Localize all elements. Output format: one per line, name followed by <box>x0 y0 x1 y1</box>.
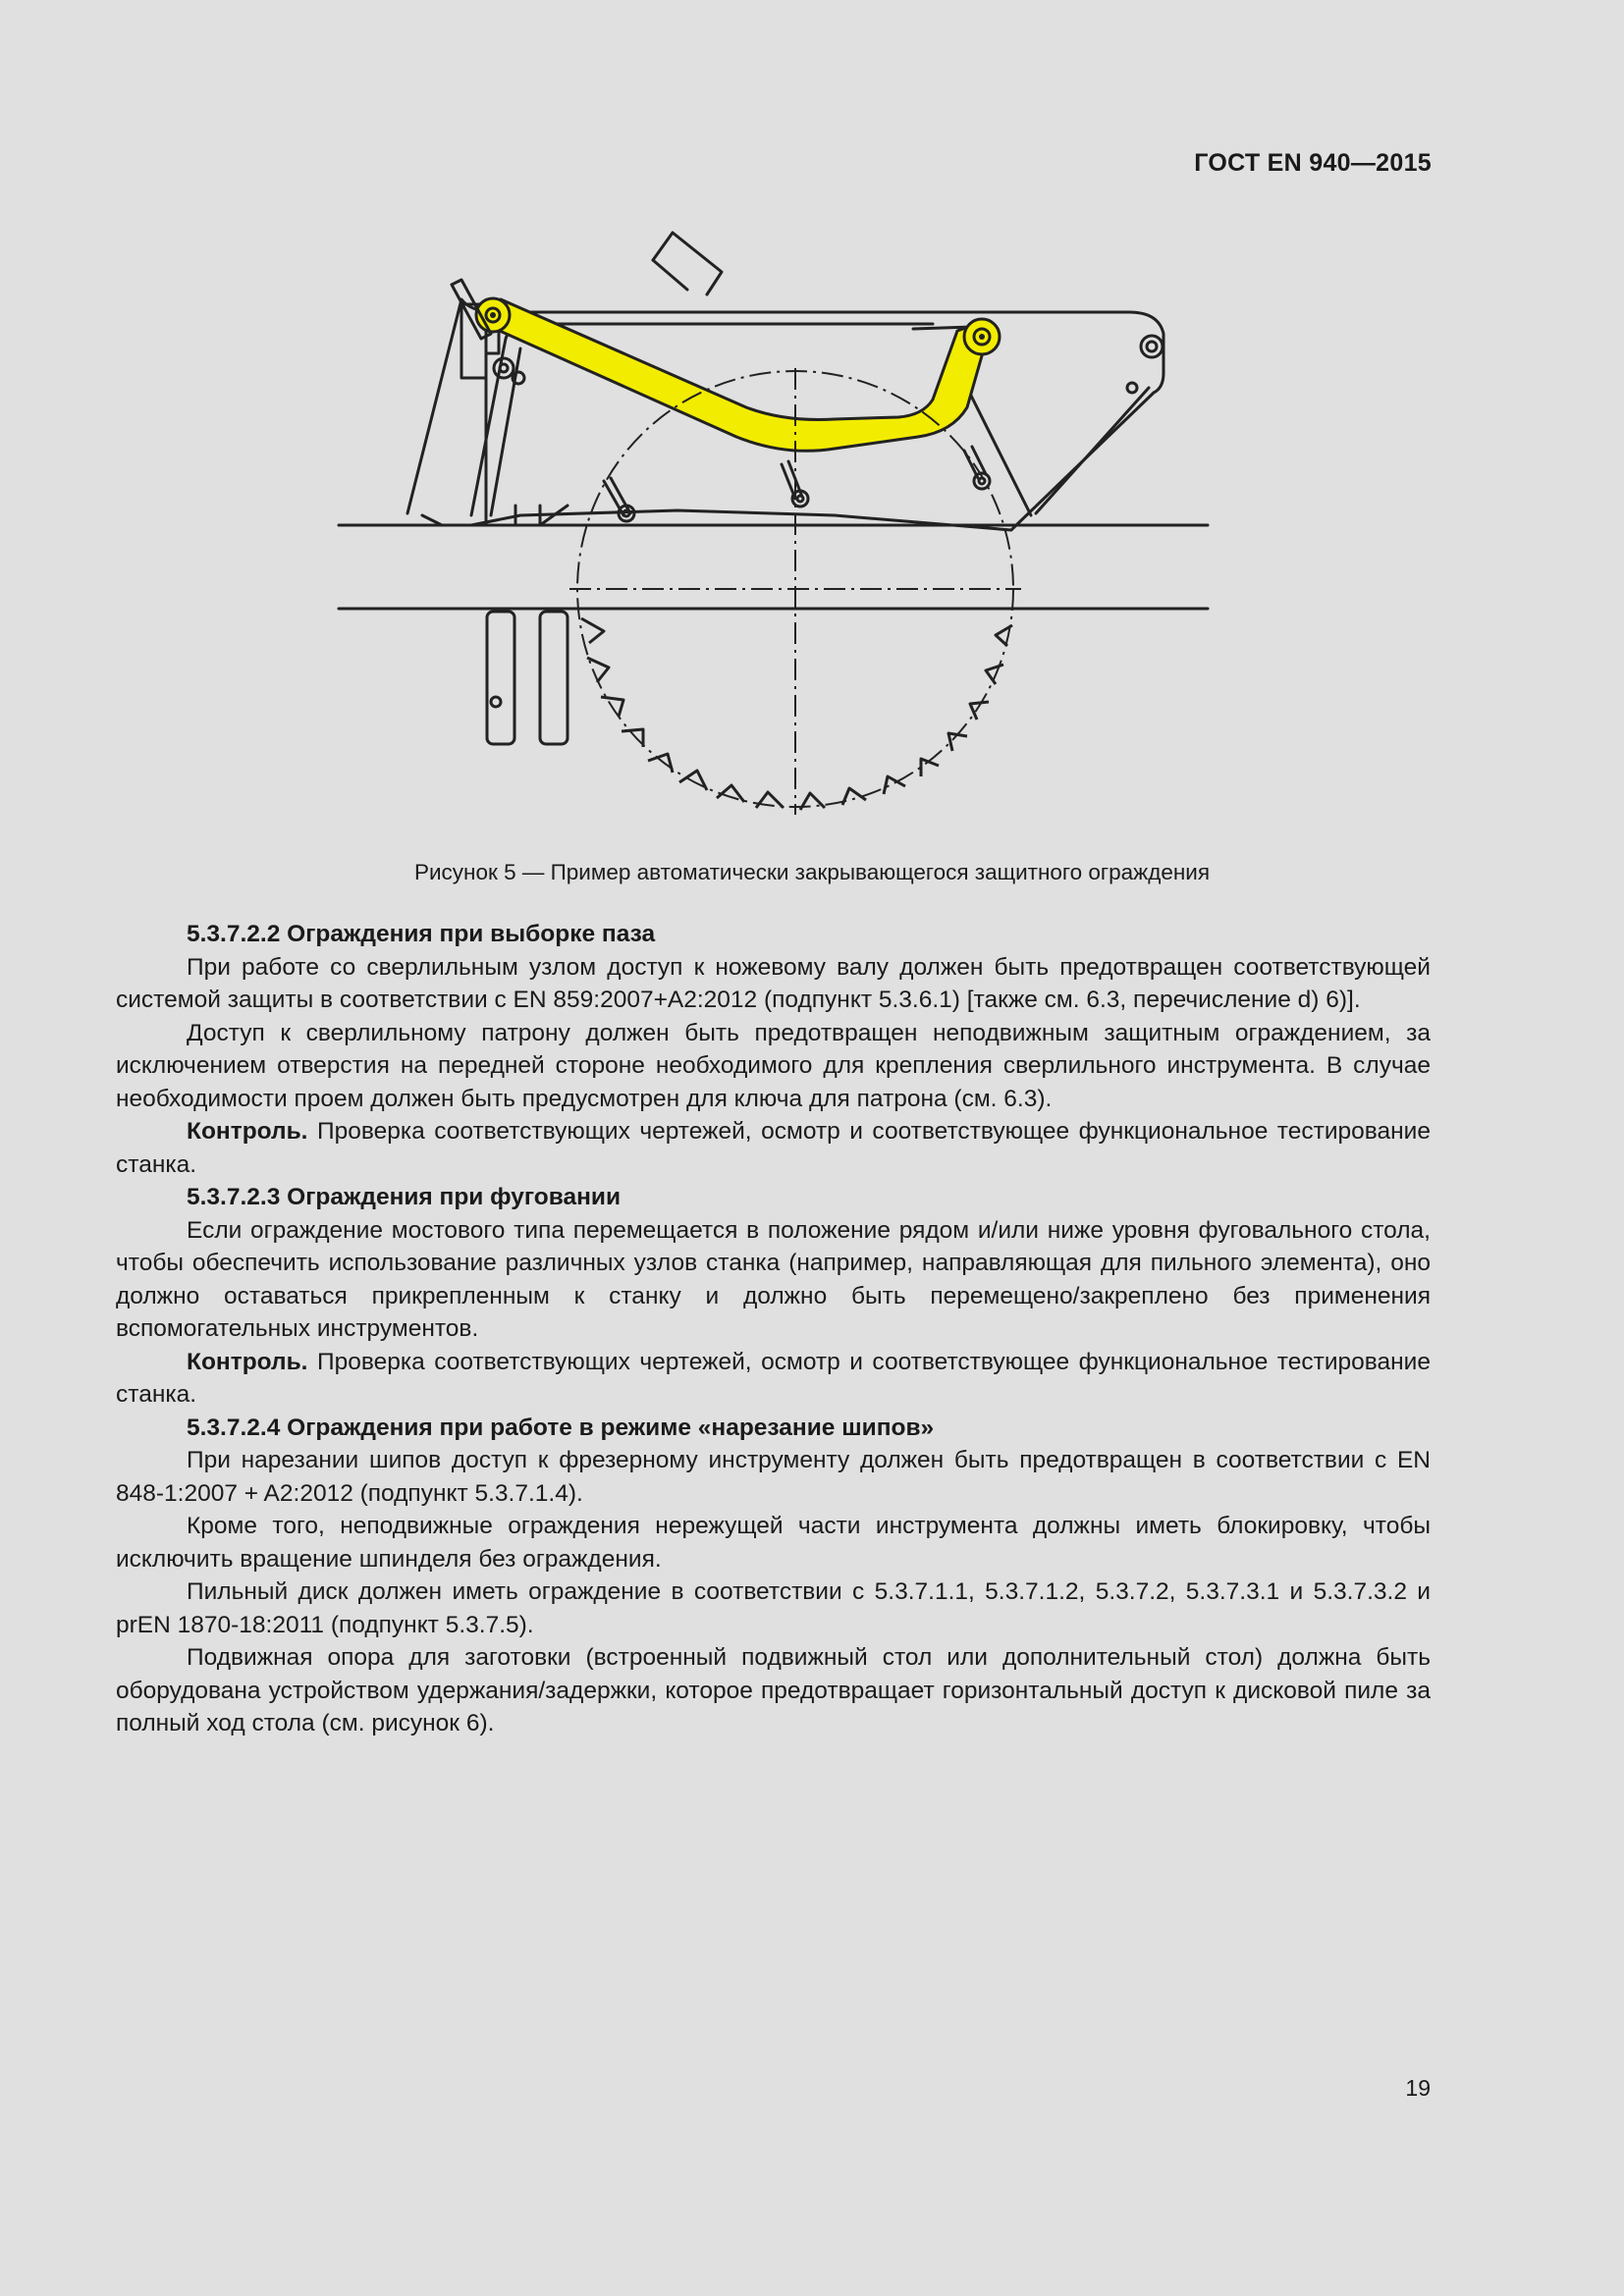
paragraph: Кроме того, неподвижные ограждения нережущей части инструмента должны иметь блокировку, чтобы исключить вращение шпинделя без ограждения. <box>116 1513 1431 1573</box>
control-label: Контроль. <box>187 1118 308 1145</box>
guard-handle <box>653 233 722 294</box>
paragraph: Подвижная опора для заготовки (встроенный подвижный стол или дополнительный стол) должна быть оборудована устройством удержания/задержки, которое предотвращает горизонтальный доступ к дисковой пиле за полный ход стола (см. рисунок 6). <box>116 1644 1431 1736</box>
paragraph: Доступ к сверлильному патрону должен быть предотвращен неподвижным защитным ограждением, за исключением отверстия на передней стороне необходимого для крепления сверлильного инструмента. В случае необходимости проем должен быть предусмотрен для ключа для патрона (см. 6.3). <box>116 1019 1431 1112</box>
control-paragraph <box>116 1346 1431 1412</box>
pin-right-small <box>1127 383 1137 393</box>
pin-right-top <box>1141 336 1163 357</box>
paragraph: При работе со сверлильным узлом доступ к ножевому валу должен быть предотвращен соответствующей системой защиты в соответствии с EN 859:2007+A2:2012 (подпункт 5.3.6.1) [также см. 6.3, перечисление d) 6)]. <box>116 953 1431 1013</box>
section-heading: 5.3.7.2.2 Ограждения при выборке паза <box>187 921 656 947</box>
paragraph: Пильный диск должен иметь ограждение в соответствии с 5.3.7.1.1, 5.3.7.1.2, 5.3.7.2, 5.3.7.3.1 и 5.3.7.3.2 и prEN 1870-18:2011 (подпункт 5.3.7.5). <box>116 1578 1431 1638</box>
figure-saw-guard-drawing <box>324 221 1227 834</box>
yellow-swing-arm <box>476 298 1000 451</box>
section-heading: 5.3.7.2.3 Ограждения при фуговании <box>187 1184 622 1210</box>
left-lower-post-a <box>487 612 514 744</box>
control-text: Проверка соответствующих чертежей, осмотр и соответствующее функциональное тестирование станка. <box>116 1118 1431 1178</box>
control-label: Контроль. <box>187 1348 308 1375</box>
paragraph: При нарезании шипов доступ к фрезерному инструменту должен быть предотвращен в соответствии с EN 848-1:2007 + A2:2012 (подпункт 5.3.7.1.4). <box>116 1447 1431 1507</box>
left-lower-post-b <box>540 612 568 744</box>
clamp-knob <box>494 358 514 378</box>
saw-guard-svg <box>324 221 1227 834</box>
section-heading: 5.3.7.2.4 Ограждения при работе в режиме «нарезание шипов» <box>187 1414 935 1441</box>
control-text: Проверка соответствующих чертежей, осмотр и соответствующее функциональное тестирование станка. <box>116 1348 1431 1408</box>
paragraph: Если ограждение мостового типа перемещается в положение рядом и/или ниже уровня фуговального стола, чтобы обеспечить использование различных узлов станка (например, направляющая для пильного элемента), оно должно оставаться прикрепленным к станку и должно быть перемещено/закреплено без применения вспомогательных инструментов. <box>116 1216 1431 1342</box>
page-number: 19 <box>1405 2075 1431 2101</box>
page-header-standard: ГОСТ EN 940—2015 <box>1194 149 1432 177</box>
figure-caption: Рисунок 5 — Пример автоматически закрывающегося защитного ограждения <box>413 860 1211 884</box>
control-paragraph <box>116 1115 1431 1181</box>
document-body <box>116 918 1431 1740</box>
